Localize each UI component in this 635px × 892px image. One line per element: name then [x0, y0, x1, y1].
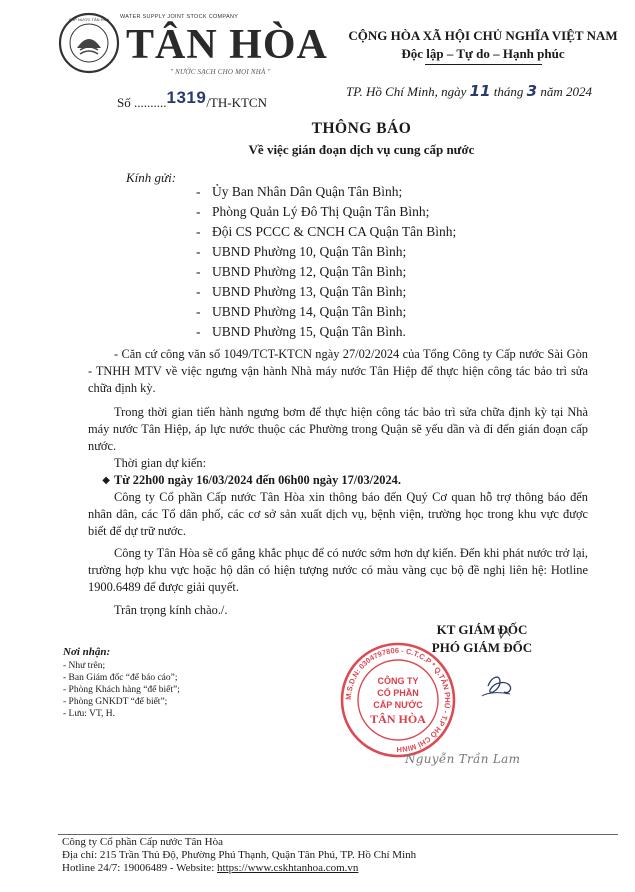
- schedule-text: Từ 22h00 ngày 16/03/2024 đến 06h00 ngày 17/03/2024.: [114, 473, 401, 487]
- receiver-item: - Ban Giám đốc “để báo cáo”;: [63, 673, 178, 683]
- year-label: năm 2024: [537, 84, 592, 99]
- document-subtitle: Về việc gián đoạn dịch vụ cung cấp nước: [248, 142, 475, 157]
- doc-no-suffix: /TH-KTCN: [206, 95, 267, 110]
- doc-no-value: 1319: [166, 88, 207, 107]
- footer-website-link[interactable]: https://www.cskhtanhoa.com.vn: [217, 862, 359, 874]
- footer-contact: [62, 862, 358, 874]
- brand-name: TÂN HÒA: [126, 22, 328, 68]
- document-number: [117, 88, 267, 112]
- period-paragraph: Trong thời gian tiến hành ngưng bơm để thực hiện công tác bảo trì sửa chữa định kỳ tại Nhà máy nước Tân Hiệp, áp lực nước thuộc các Phường trong Quận sẽ yếu dần và đi đến gián đoạn cấp nước.: [88, 405, 588, 454]
- company-stamp-icon: [338, 640, 458, 760]
- stamp-line: CẤP NƯỚC: [373, 700, 423, 710]
- signer-title: KT GIÁM ĐỐC: [436, 622, 528, 637]
- receivers-list: [63, 660, 180, 720]
- company-english-name: WATER SUPPLY JOINT STOCK COMPANY: [120, 14, 239, 20]
- motto: Độc lập – Tự do – Hạnh phúc: [401, 46, 565, 61]
- receivers-title: Nơi nhận:: [63, 646, 111, 658]
- month-label: tháng: [490, 84, 527, 99]
- recipient-item: - Phòng Quản Lý Đô Thị Quận Tân Bình;: [196, 202, 516, 222]
- bullet-icon: ◆: [102, 475, 110, 486]
- brand-tagline: " NƯỚC SẠCH CHO MỌI NHÀ ": [170, 68, 271, 76]
- basis-paragraph: - Căn cứ công văn số 1049/TCT-KTCN ngày 27/02/2024 của Tổng Công ty Cấp nước Sài Gòn - TNHH MTV về việc ngưng vận hành Nhà máy nước Tân Hiệp để thực hiện công tác bảo trì sửa chữa định kỳ.: [88, 347, 588, 396]
- signer-name: Nguyễn Trần Lam: [405, 752, 521, 766]
- greeting: Kính gửi:: [126, 170, 177, 185]
- recipient-item: - UBND Phường 13, Quận Tân Bình;: [196, 282, 516, 302]
- recipient-item: - UBND Phường 14, Quận Tân Bình;: [196, 302, 516, 322]
- day-value: 11: [469, 82, 491, 100]
- doc-no-prefix: Số: [117, 95, 134, 110]
- recipient-item: - Đội CS PCCC & CNCH CA Quận Tân Bình;: [196, 222, 516, 242]
- schedule-line: [88, 472, 588, 490]
- receiver-item: - Phòng Khách hàng “để biết”;: [63, 685, 180, 695]
- signer-subtitle: PHÓ GIÁM ĐỐC: [431, 640, 533, 655]
- receiver-item: - Lưu: VT, H.: [63, 709, 116, 719]
- footer-divider: [58, 834, 618, 835]
- place-date: [346, 82, 592, 100]
- footer-hotline: Hotline 24/7: 19006489 - Website:: [62, 862, 218, 874]
- stamp-line: CÔNG TY: [377, 676, 419, 686]
- recipient-item: - UBND Phường 12, Quận Tân Bình;: [196, 262, 516, 282]
- recipient-item: - UBND Phường 15, Quận Tân Bình.: [196, 322, 516, 342]
- motto-underline: [425, 64, 542, 65]
- nation-heading: CỘNG HÒA XÃ HỘI CHỦ NGHĨA VIỆT NAM: [348, 28, 618, 43]
- logo-ring-text: CẤP NƯỚC TÂN HÒA: [68, 17, 110, 22]
- document-title: THÔNG BÁO: [311, 120, 412, 137]
- handwritten-signature-icon: [470, 620, 540, 710]
- effort-paragraph: Công ty Tân Hòa sẽ cố gắng khắc phục để có nước sớm hơn dự kiến. Đến khi phát nước trở lại, trường hợp khu vực hoặc hộ dân có hiện tượng nước có màu vàng cục bộ đề nghị liên hệ: Hotline 1900.6489 để được giải quyết.: [88, 546, 588, 595]
- stamp-ring-text: M.S.D.N: 0304797806 - C.T.C.P * Q.TÂN PHÚ - T.P HỒ CHÍ MINH: [343, 645, 453, 755]
- recipient-list: [196, 182, 516, 342]
- stamp-line: CỔ PHẦN: [377, 688, 419, 698]
- stamp-line: TÂN HÒA: [370, 712, 426, 726]
- place-label: TP. Hồ Chí Minh, ngày: [346, 84, 470, 99]
- footer-address: Địa chỉ: 215 Trần Thủ Độ, Phường Phú Thạnh, Quận Tân Phú, TP. Hồ Chí Minh: [62, 849, 417, 861]
- regards-line: Trân trọng kính chào./.: [114, 603, 228, 617]
- receiver-item: - Như trên;: [63, 661, 106, 671]
- month-value: 3: [526, 82, 538, 100]
- notify-paragraph: Công ty Cổ phần Cấp nước Tân Hòa xin thông báo đến Quý Cơ quan hỗ trợ thông báo đến nhân dân, các Tổ dân phố, các cơ sở sản xuất dịch vụ, bệnh viện, trường học trong khu vực được biết để dự trữ nước.: [88, 490, 588, 539]
- logo-emblem-icon: [58, 12, 120, 74]
- receiver-item: - Phòng GNKDT “để biết”;: [63, 697, 168, 707]
- recipient-item: - UBND Phường 10, Quận Tân Bình;: [196, 242, 516, 262]
- schedule-label: Thời gian dự kiến:: [114, 456, 207, 470]
- footer-company: Công ty Cổ phần Cấp nước Tân Hòa: [62, 836, 223, 848]
- recipient-item: - Ủy Ban Nhân Dân Quận Tân Bình;: [196, 182, 516, 202]
- doc-no-dots: ..........: [133, 95, 167, 110]
